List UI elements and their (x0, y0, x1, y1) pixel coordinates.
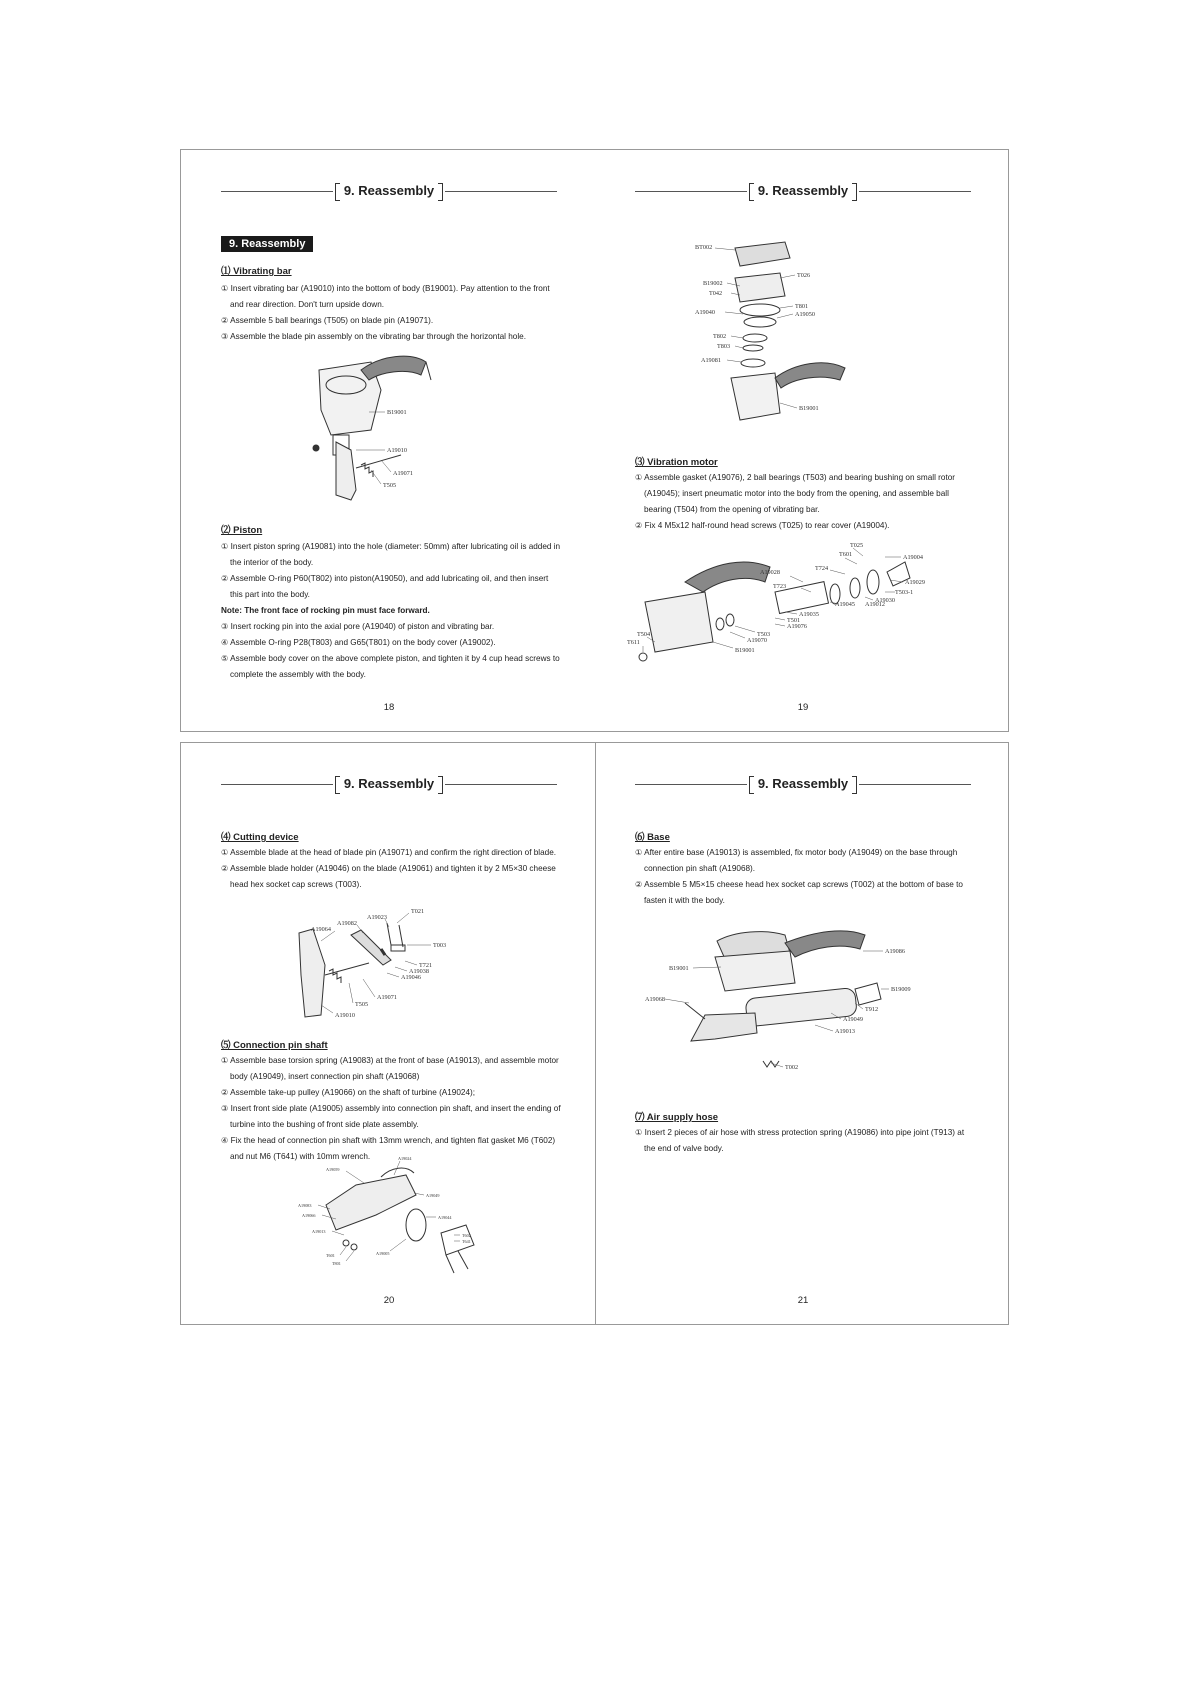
part-label: A19066 (302, 1213, 316, 1218)
header-title: 9. Reassembly (333, 180, 445, 202)
part-label: A19049 (843, 1016, 863, 1023)
part-label: A19040 (695, 309, 715, 316)
step: ① Assemble base torsion spring (A19083) at the front of base (A19013), and assemble motor body (A19049), insert connection pin shaft (A19068) (221, 1056, 559, 1081)
part-label: A19083 (298, 1203, 312, 1208)
air-supply-hose-steps (635, 1125, 975, 1157)
part-label: A19024 (398, 1156, 412, 1161)
part-label: A19070 (747, 637, 767, 644)
page-20 (181, 743, 595, 1324)
part-label: A19044 (438, 1215, 452, 1220)
section-title-base: ⑹ Base (635, 832, 670, 843)
part-label: A19059 (326, 1167, 340, 1172)
part-label: A19010 (387, 447, 407, 454)
page-number: 18 (383, 702, 395, 713)
part-label: T602 (462, 1233, 471, 1238)
part-label: T611 (627, 639, 640, 646)
part-label: A19082 (337, 920, 357, 927)
section-title-vibration-motor: ⑶ Vibration motor (635, 457, 718, 468)
step: ⑤ Assemble body cover on the above complete piston, and tighten it by 4 cup head screws to complete the assembly with the body. (221, 654, 560, 679)
part-label: T912 (865, 1006, 879, 1013)
step: ② Assemble take-up pulley (A19066) on the shaft of turbine (A19024); (221, 1088, 476, 1097)
step: ③ Assemble the blade pin assembly on the vibrating bar through the horizontal hole. (221, 332, 527, 341)
part-label: A19005 (376, 1251, 390, 1256)
part-label: B19002 (703, 280, 723, 287)
part-label: A19071 (377, 994, 397, 1001)
part-label: A19064 (311, 926, 331, 933)
vibration-motor-steps (635, 470, 975, 534)
part-label: A19023 (367, 914, 387, 921)
part-label: T003 (433, 942, 447, 949)
vibration-motor-figure (625, 542, 945, 682)
step: ① Assemble gasket (A19076), 2 ball bearings (T503) and bearing bushing on small rotor (A19045); insert pneumatic motor into the body from the opening, and assemble ball bearing (T504) from the opening of vibrating bar. (635, 473, 956, 514)
section-title-piston: ⑵ Piston (221, 525, 263, 536)
page-header (221, 180, 557, 202)
part-label: A19013 (312, 1229, 326, 1234)
step: ① Assemble blade at the head of blade pin (A19071) and confirm the right direction of blade. (221, 848, 557, 857)
page-header (635, 180, 971, 202)
step: ② Assemble O-ring P60(T802) into piston(A19050), and add lubricating oil, and then insert this part into the body. (221, 574, 549, 599)
connection-pin-shaft-steps (221, 1053, 561, 1165)
part-label: B19001 (799, 405, 819, 412)
part-label: T601 (839, 551, 853, 558)
part-label: T724 (815, 565, 829, 572)
part-label: T503 (757, 631, 771, 638)
part-label: B19001 (387, 409, 407, 416)
step: ① After entire base (A19013) is assembled, fix motor body (A19049) on the base through connection pin shaft (A19068). (635, 848, 958, 873)
section-badge: 9. Reassembly (221, 236, 313, 252)
part-label: A19012 (865, 601, 885, 608)
part-label: A19046 (401, 974, 421, 981)
part-label: BT002 (695, 244, 713, 251)
part-label: T801 (795, 303, 809, 310)
part-label: A19086 (885, 948, 905, 955)
step: ① Insert piston spring (A19081) into the hole (diameter: 50mm) after lubricating oil is added in the interior of the body. (221, 542, 561, 567)
page-header (221, 773, 557, 795)
vibrating-bar-figure (311, 350, 471, 520)
part-label: T802 (713, 333, 727, 340)
part-label: T501 (787, 617, 801, 624)
part-label: A19029 (905, 579, 925, 586)
base-steps (635, 845, 975, 909)
page-21 (595, 743, 1009, 1324)
step: ② Assemble 5 ball bearings (T505) on blade pin (A19071). (221, 316, 434, 325)
header-title: 9. Reassembly (747, 180, 859, 202)
part-label: T721 (419, 962, 433, 969)
part-label: T505 (383, 482, 397, 489)
step: ④ Fix the head of connection pin shaft with 13mm wrench, and tighten flat gasket M6 (T602) and nut M6 (T641) with 10mm wrench. (221, 1136, 556, 1161)
part-label: B19001 (735, 647, 755, 654)
step: ④ Assemble O-ring P28(T803) and G65(T801) on the body cover (A19002). (221, 638, 496, 647)
part-label: A19049 (426, 1193, 440, 1198)
body-cover-figure (695, 238, 875, 448)
section-title-air-supply-hose: ⑺ Air supply hose (635, 1112, 719, 1123)
part-label: T021 (411, 908, 425, 915)
section-title-cutting-device: ⑷ Cutting device (221, 832, 299, 843)
part-label: T801 (332, 1261, 341, 1266)
page-number: 19 (797, 702, 809, 713)
cutting-device-steps (221, 845, 561, 893)
cutting-device-figure (291, 905, 491, 1023)
part-label: A19038 (409, 968, 429, 975)
step: ③ Insert front side plate (A19005) assembly into connection pin shaft, and insert the ending of turbine into the bushing of front side plate assembly. (221, 1104, 561, 1129)
part-label: B19001 (669, 965, 689, 972)
page-number: 21 (797, 1295, 809, 1306)
part-label: A19035 (799, 611, 819, 618)
part-label: A19010 (335, 1012, 355, 1019)
part-label: A19071 (393, 470, 413, 477)
part-label: T025 (850, 542, 864, 549)
part-label: A19045 (835, 601, 855, 608)
page-18 (181, 150, 595, 731)
header-title: 9. Reassembly (333, 773, 445, 795)
vibrating-bar-steps (221, 281, 561, 345)
header-title: 9. Reassembly (747, 773, 859, 795)
part-label: T026 (797, 272, 811, 279)
base-figure (645, 923, 915, 1083)
spread-top (180, 149, 1009, 732)
part-label: T601 (326, 1253, 335, 1258)
note: Note: The front face of rocking pin must face forward. (221, 606, 430, 615)
piston-steps (221, 539, 561, 683)
step: ① Insert 2 pieces of air hose with stress protection spring (A19086) into pipe joint (T913) at the end of valve body. (635, 1128, 965, 1153)
part-label: T803 (717, 343, 731, 350)
step: ② Fix 4 M5x12 half-round head screws (T025) to rear cover (A19004). (635, 521, 890, 530)
section-title-connection-pin-shaft: ⑸ Connection pin shaft (221, 1040, 328, 1051)
part-label: A19081 (701, 357, 721, 364)
part-label: T504 (637, 631, 651, 638)
part-label: A19028 (760, 569, 780, 576)
step: ② Assemble 5 M5×15 cheese head hex socket cap screws (T002) at the bottom of base to fasten it with the body. (635, 880, 963, 905)
section-title-vibrating-bar: ⑴ Vibrating bar (221, 266, 292, 277)
step: ② Assemble blade holder (A19046) on the blade (A19061) and tighten it by 2 M5×30 cheese head hex socket cap screws (T003). (221, 864, 556, 889)
part-label: T002 (785, 1064, 799, 1071)
step: ① Insert vibrating bar (A19010) into the bottom of body (B19001). Pay attention to the front and rear direction. Don't turn upside down. (221, 284, 550, 309)
part-label: A19013 (835, 1028, 855, 1035)
part-label: T641 (462, 1239, 471, 1244)
part-label: B19009 (891, 986, 911, 993)
part-label: A19050 (795, 311, 815, 318)
page-number: 20 (383, 1295, 395, 1306)
part-label: A19076 (787, 623, 807, 630)
part-label: T503-1 (895, 589, 914, 596)
part-label: T505 (355, 1001, 369, 1008)
part-label: A19004 (903, 554, 923, 561)
part-label: A19030 (875, 597, 895, 604)
connection-pin-shaft-figure (296, 1155, 486, 1285)
part-label: T723 (773, 583, 787, 590)
part-label: T042 (709, 290, 723, 297)
spread-bottom (180, 742, 1009, 1325)
step: ③ Insert rocking pin into the axial pore (A19040) of piston and vibrating bar. (221, 622, 495, 631)
page-19 (595, 150, 1009, 731)
page-header (635, 773, 971, 795)
part-label: A19068 (645, 996, 665, 1003)
